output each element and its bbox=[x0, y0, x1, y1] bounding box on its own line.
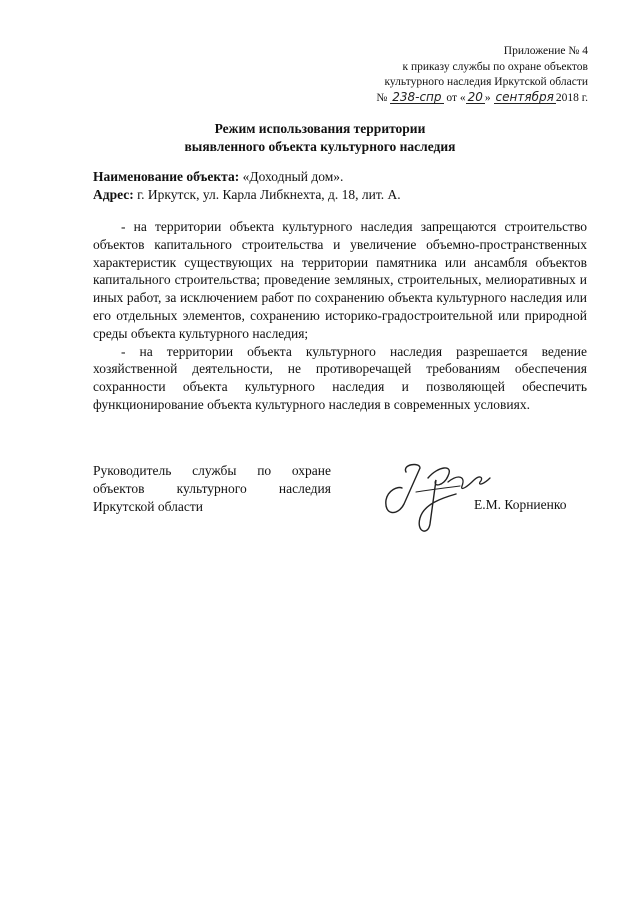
signatory-line-1: Руководитель службы по охране bbox=[93, 463, 331, 478]
appendix-header bbox=[376, 44, 588, 106]
handwritten-month: сентября bbox=[495, 89, 554, 104]
object-address-value: г. Иркутск, ул. Карла Либкнехта, д. 18, лит. А. bbox=[137, 187, 401, 202]
title-line-1: Режим использования территории bbox=[214, 121, 426, 136]
object-address-label: Адрес: bbox=[93, 187, 134, 202]
document-title bbox=[0, 120, 640, 156]
number-sign: № bbox=[376, 91, 388, 104]
appendix-title: Приложение № 4 bbox=[503, 45, 588, 57]
appendix-authority: культурного наследия Иркутской области bbox=[384, 76, 588, 88]
regime-text bbox=[93, 218, 587, 414]
prohibitions-paragraph: - на территории объекта культурного наследия запрещаются строительство объектов капитального строительства и увеличение объемно-пространственных характеристик существующих на территории памятника или ансамбля объектов капитального строительства; проведение земляных, строительных, мелиоративных и иных работ, за исключением работ по сохранению объекта культурного наследия или его отдельных элементов, сохранению историко-градостроительной или природной среды объекта культурного наследия; bbox=[93, 219, 587, 341]
object-name-value: «Доходный дом». bbox=[242, 169, 344, 184]
order-number-date bbox=[376, 91, 588, 107]
permissions-paragraph: - на территории объекта культурного наследия разрешается ведение хозяйственной деятельности, не противоречащей требованиям обеспечения сохранности объекта культурного наследия и позволяющей обеспечить функционирование объекта культурного наследия в современных условиях. bbox=[93, 343, 587, 412]
date-mid: » bbox=[484, 91, 491, 104]
signatory-line-3: Иркутской области bbox=[93, 499, 204, 514]
object-address-row bbox=[93, 186, 593, 204]
signatory-line-2: объектов культурного наследия bbox=[93, 481, 331, 496]
handwritten-day: 20 bbox=[467, 89, 483, 104]
object-name-row bbox=[93, 168, 593, 186]
title-line-2: выявленного объекта культурного наследия bbox=[184, 139, 456, 154]
appendix-order-ref: к приказу службы по охране объектов bbox=[402, 60, 588, 73]
object-info bbox=[93, 168, 593, 204]
signatory-position bbox=[93, 462, 331, 516]
date-from: от « bbox=[446, 91, 466, 104]
handwritten-order-number: 238-спр bbox=[392, 89, 442, 104]
order-year: 2018 г. bbox=[555, 91, 588, 104]
signatory-name: Е.М. Корниенко bbox=[474, 497, 567, 512]
object-name-label: Наименование объекта: bbox=[93, 169, 240, 184]
